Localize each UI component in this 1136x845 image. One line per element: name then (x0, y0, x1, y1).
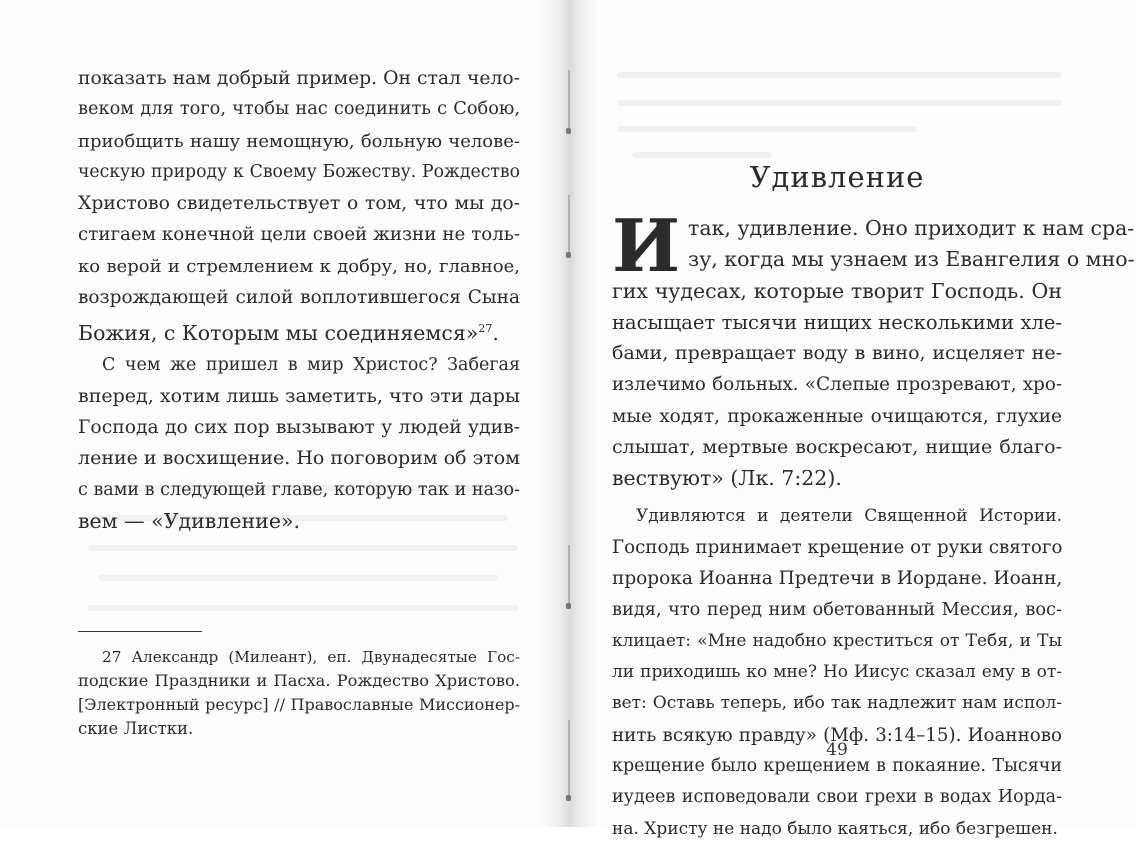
text-line (78, 313, 520, 349)
chapter-title: Удивление (749, 160, 925, 194)
footnote-line: 27 Александр (Милеант), еп. Двунадесятые Гос- (102, 648, 520, 666)
bleed-through-text (617, 126, 917, 132)
text-line: мые ходят, прокаженные очищаются, глухие (612, 405, 1062, 427)
text-line: Господа до сих пор вызывают у людей удив- (78, 417, 520, 439)
text-line: Удивляются и деятели Священной Истории. (636, 505, 1062, 526)
text-line: Христово свидетельствует о том, что мы до- (78, 193, 520, 215)
text-line: зу, когда мы узнаем из Евангелия о мно- (688, 247, 1135, 272)
binding-stitch-knot (566, 795, 571, 801)
paragraph (612, 203, 1135, 495)
text-line: крещение было крещением в покаяние. Тысячи (612, 756, 1062, 777)
text-line: нить всякую правду» (Мф. 3:14–15). Иоанново (612, 724, 1062, 746)
text-line: так, удивление. Оно приходит к нам сра- (688, 216, 1135, 240)
text-line: вет: Оставь теперь, ибо так надлежит нам испол- (612, 693, 1062, 714)
text-line: ление и восхищение. Но поговорим об этом (78, 447, 520, 470)
right-page (612, 0, 1135, 839)
left-body-text (78, 63, 520, 537)
book-gutter (540, 0, 600, 827)
drop-cap: И (612, 203, 681, 288)
paragraph (612, 501, 1062, 845)
footnote (78, 645, 520, 741)
bleed-through-text (88, 545, 518, 551)
text-line: вествуют» (Лк. 7:22). (612, 466, 842, 491)
text-line: на. Христу не надо было каяться, ибо безгрешен. (612, 818, 1058, 839)
bleed-through-text (617, 100, 1062, 106)
text-line: стигаем конечной цели своей жизни не толь- (78, 224, 520, 246)
text-line: пророка Иоанна Предтечи в Иордане. Иоанн, (612, 568, 1063, 590)
text-line: вем — «Удивление». (78, 508, 301, 533)
text-fragment: Божия, с Которым мы соединяемся» (78, 321, 479, 346)
text-line: слышат, мертвые воскресают, нищие благо- (612, 436, 1062, 459)
paragraph (78, 350, 520, 538)
text-line: С чем же пришел в мир Христос? Забегая (102, 354, 520, 375)
text-line: ли приходишь ко мне? Но Иисус сказал ему в от- (612, 662, 1062, 683)
text-line: иудеев исповедовали свои грехи в водах Иорда- (612, 787, 1062, 808)
text-line: насыщает тысячи нищих несколькими хле- (612, 310, 1062, 334)
text-line: видя, что перед ним обетованный Мессия, вос- (612, 599, 1062, 620)
footnote-reference[interactable]: 27 (478, 322, 493, 336)
footnote-divider (78, 631, 202, 632)
left-page (78, 0, 520, 827)
binding-stitch-knot (566, 603, 571, 609)
footnote-line: [Электронный ресурс] // Православные Миссионер- (78, 695, 520, 714)
footnote-line: ские Листки. (78, 719, 194, 738)
footnote-line: подские Праздники и Пасха. Рождество Христово. (78, 671, 520, 690)
text-line: веком для того, чтобы нас соединить с Собою, (78, 99, 520, 120)
text-line: приобщить нашу немощную, больную челове- (78, 130, 520, 152)
bleed-through-text (98, 575, 498, 581)
bleed-through-text (632, 152, 772, 158)
text-line: клицает: «Мне надобно креститься от Тебя, и Ты (612, 630, 1062, 651)
paragraph (78, 63, 520, 350)
text-line: с вами в следующей главе, которую так и назо- (78, 479, 520, 500)
text-line: ко верой и стремлением к добру, но, главное, (78, 255, 520, 277)
text-line: излечимо больных. «Слепые прозревают, хро- (612, 374, 1062, 396)
binding-stitch-knot (566, 252, 571, 258)
text-line: показать нам добрый пример. Он стал чело- (78, 68, 520, 89)
text-line: гих чудесах, которые творит Господь. Он (612, 278, 1062, 303)
page-number: 49 (826, 740, 848, 760)
text-line: ческую природу к Своему Божеству. Рождество (78, 161, 520, 182)
text-line: возрождающей силой воплотившегося Сына (78, 287, 520, 309)
text-line: бами, превращает воду в вино, исцеляет не- (612, 342, 1062, 365)
binding-stitch (568, 70, 570, 130)
text-line: Господь принимает крещение от руки святого (612, 536, 1063, 558)
binding-stitch (568, 545, 570, 605)
binding-stitch (568, 720, 570, 795)
bleed-through-text (617, 72, 1062, 78)
bleed-through-text (88, 605, 518, 611)
text-fragment: . (492, 321, 499, 346)
text-line: вперед, хотим лишь заметить, что эти дары (78, 384, 520, 407)
binding-stitch (568, 195, 570, 255)
binding-stitch-knot (566, 128, 571, 134)
